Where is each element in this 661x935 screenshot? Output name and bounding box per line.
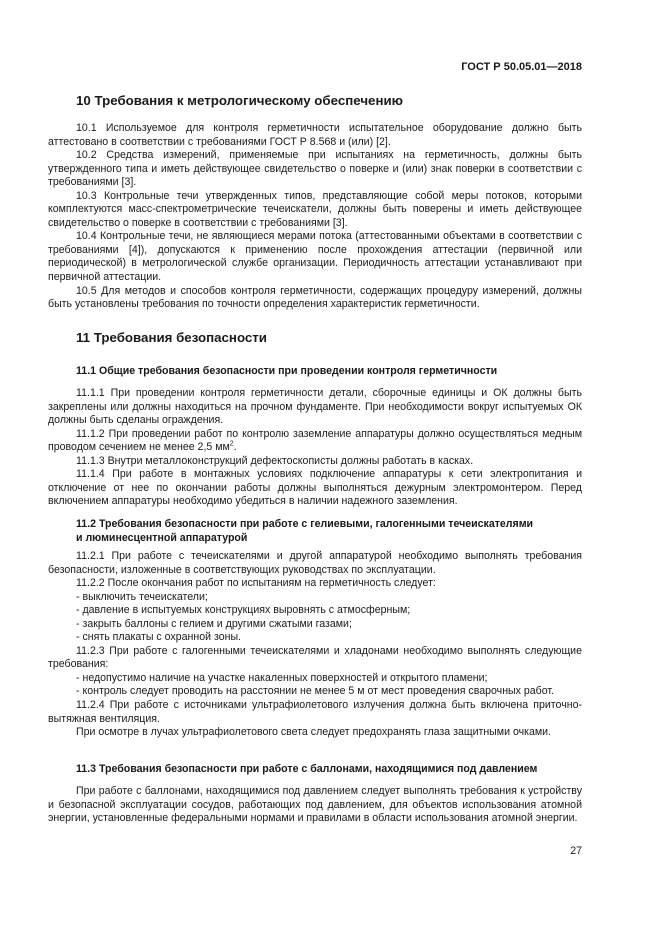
paragraph: 11.2.1 При работе с течеискателями и другой аппаратурой необходимо выполнять требования безопасности, изложенные в соответствующих руководствах по эксплуатации. (48, 550, 582, 576)
paragraph: 10.2 Средства измерений, применяемые при испытаниях на герметичность, должны быть утвержденного типа и иметь действующее свидетельство о поверке и (или) знак поверки в соответствии с требованиями [3]. (48, 149, 582, 189)
paragraph: При осмотре в лучах ультрафиолетового света следует предохранять глаза защитными очками. (76, 726, 552, 739)
list-item: - закрыть баллоны с гелием и другими сжатыми газами; (76, 617, 352, 630)
paragraph: 11.2.3 При работе с галогенными течеискателями и хладонами необходимо выполнять следующие требования: (48, 644, 582, 671)
section-10-body (48, 122, 582, 312)
paragraph: 11.2.4 При работе с источниками ультрафиолетового излучения должна быть включена приточно-вытяжная вентиляция. (48, 699, 582, 725)
page-number: 27 (570, 845, 582, 857)
list-item: - выключить течеискатели; (76, 590, 208, 603)
paragraph: 10.3 Контрольные течи утвержденных типов, представляющие собой меры потоков, которыми комплектуются масс-спектрометрические течеискатели, должны быть поверены и иметь действующее свидетельство о поверке в соответствии с требованиями [3]. (48, 189, 582, 229)
paragraph: 11.1.4 При работе в монтажных условиях подключение аппаратуры к сети электропитания и отключение от нее по окончании работы должны выполняться дежурным электромонтером. Перед включением аппаратуры необходимо убедиться в наличии надежного заземления. (48, 468, 582, 508)
paragraph (48, 428, 582, 455)
period: . (233, 441, 237, 454)
heading-line: 11.2 Требования безопасности при работе с гелиевыми, галогенными течеискателями (76, 518, 534, 530)
section-10-heading: 10 Требования к метрологическому обеспечению (76, 93, 404, 108)
heading-line: и люминесцентной аппаратурой (76, 532, 248, 544)
document-id-header: ГОСТ Р 50.05.01—2018 (461, 61, 582, 73)
subsection-11-3-heading: 11.3 Требования безопасности при работе с баллонами, находящимися под давлением (76, 763, 538, 775)
paragraph: 10.1 Используемое для контроля герметичности испытательное оборудование должно быть аттестовано в соответствии с требованиями ГОСТ Р 8.568 и (или) [2]. (48, 122, 582, 148)
list-item: - контроль следует проводить на расстоянии не менее 5 м от мест проведения сварочных работ. (76, 685, 555, 698)
paragraph-text: 11.1.2 При проведении работ по контролю заземление аппаратуры должно осуществляться медным проводом сечением не менее 2,5 мм (48, 427, 582, 454)
subsection-11-3-body (48, 785, 582, 826)
superscript: 2 (229, 440, 234, 448)
subsection-11-2-body (48, 550, 582, 740)
paragraph: 10.5 Для методов и способов контроля герметичности, содержащих процедуру измерений, должны быть установлены требования по точности определения характеристик герметичности. (48, 284, 582, 311)
subsection-11-2-heading (48, 517, 610, 545)
paragraph: При работе с баллонами, находящимися под давлением следует выполнять требования к устройству и безопасной эксплуатации сосудов, работающих под давлением, для объектов использования атомной энергии, установленные федеральными нормами и правилами в области использования атомной энергии. (48, 785, 582, 825)
section-11-heading: 11 Требования безопасности (76, 330, 267, 345)
paragraph: 11.1.1 При проведении контроля герметичности детали, сборочные единицы и ОК должны быть закреплены или должны находиться на прочном фундаменте. При необходимости вокруг испытуемых ОК должны быть сделаны ограждения. (48, 387, 582, 427)
subsection-11-1-body (48, 387, 582, 509)
list-item: - недопустимо наличие на участке накаленных поверхностей и открытого пламени; (76, 671, 488, 684)
paragraph: 11.1.3 Внутри металлоконструкций дефектоскописты должны работать в касках. (76, 454, 474, 467)
paragraph: 11.2.2 После окончания работ по испытаниям на герметичность следует: (76, 577, 436, 590)
list-item: - давление в испытуемых конструкциях выровнять с атмосферным; (76, 604, 411, 617)
subsection-11-1-heading: 11.1 Общие требования безопасности при проведении контроля герметичности (76, 365, 498, 377)
list-item: - снять плакаты с охранной зоны. (76, 631, 241, 644)
paragraph: 10.4 Контрольные течи, не являющиеся мерами потока (аттестованными объектами в соответствии с требованиями [4]), допускаются к применению после прохождения аттестации (первичной или периодической) в метрологической службе организации. Периодичность аттестации устанавливают при первичной аттестации. (48, 230, 582, 284)
